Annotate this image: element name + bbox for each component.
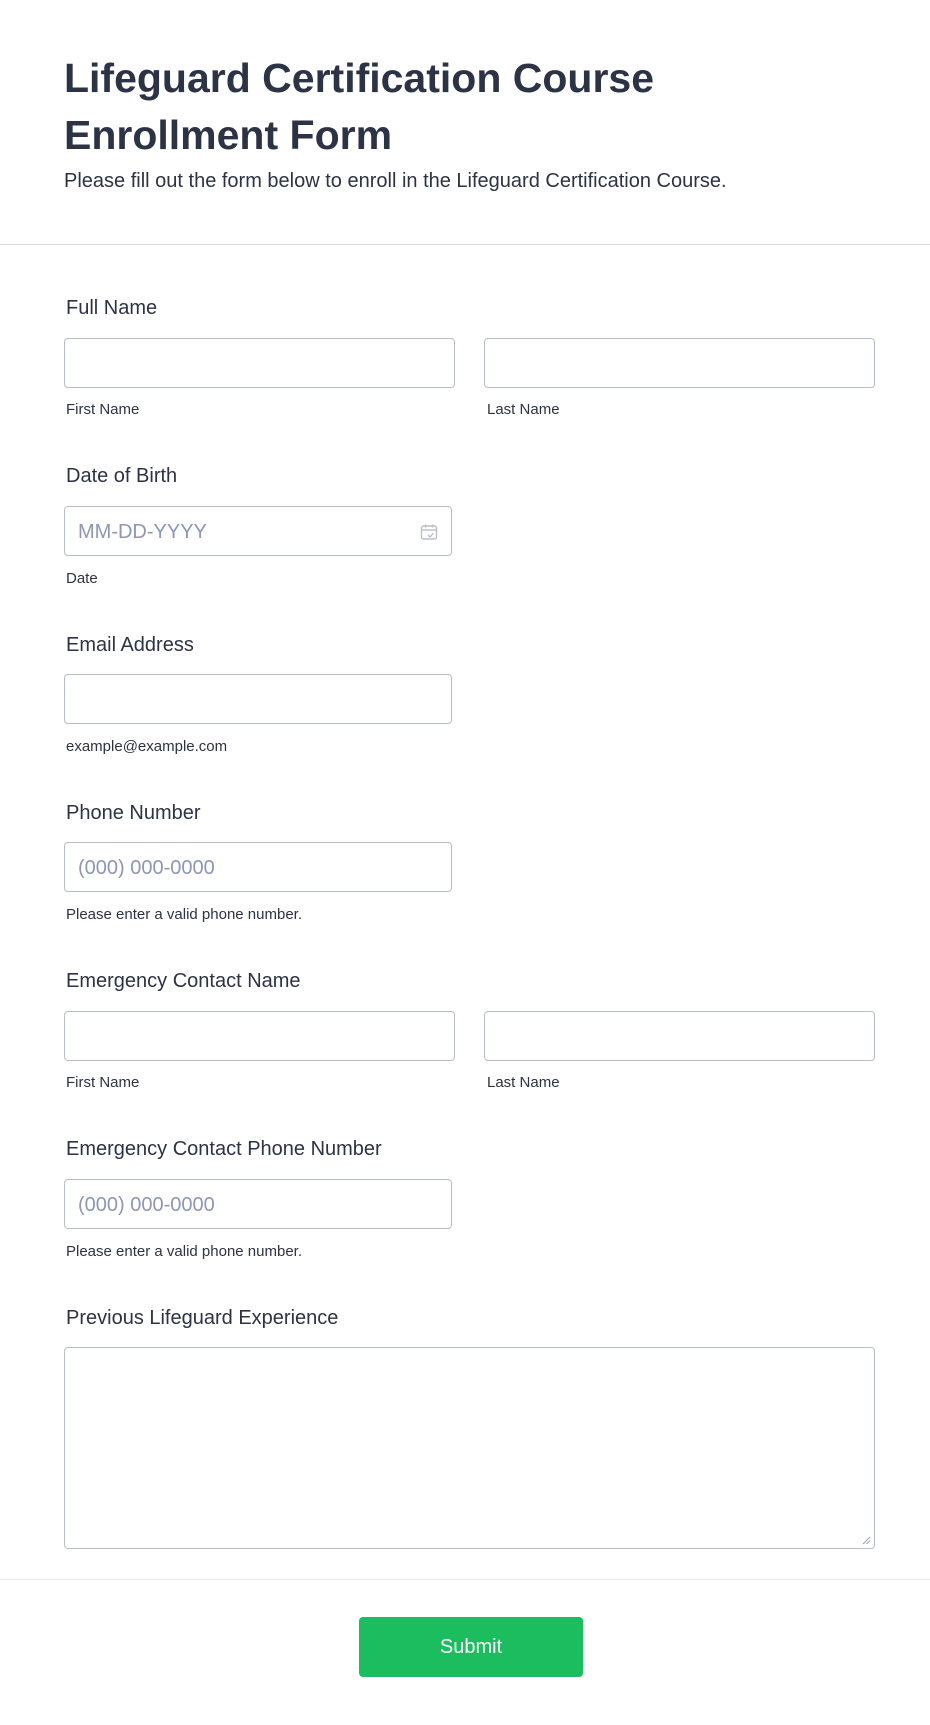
phone-label: Phone Number xyxy=(66,802,201,824)
phone-placeholder: (000) 000-0000 xyxy=(78,857,215,879)
form-subtitle: Please fill out the form below to enroll in the Lifeguard Certification Course. xyxy=(64,170,727,192)
dob-label: Date of Birth xyxy=(66,465,178,487)
resize-handle-icon[interactable] xyxy=(861,1535,871,1545)
submit-button[interactable]: Submit xyxy=(359,1617,583,1677)
form-header xyxy=(0,0,930,194)
experience-textarea[interactable] xyxy=(64,1347,875,1549)
emergency-phone-label: Emergency Contact Phone Number xyxy=(66,1138,382,1160)
form-title: Lifeguard Certification Course Enrollment Form xyxy=(64,55,655,158)
email-label: Email Address xyxy=(66,634,194,656)
header-divider xyxy=(0,244,930,245)
emergency-last-name-sublabel: Last Name xyxy=(487,1074,560,1091)
calendar-icon[interactable] xyxy=(419,522,439,542)
email-input[interactable] xyxy=(64,674,452,724)
last-name-sublabel: Last Name xyxy=(487,401,560,418)
footer-divider xyxy=(0,1579,930,1580)
emergency-first-name-input[interactable] xyxy=(64,1011,455,1061)
dob-placeholder: MM-DD-YYYY xyxy=(78,521,207,543)
first-name-input[interactable] xyxy=(64,338,455,388)
email-sublabel: example@example.com xyxy=(66,738,228,755)
emergency-name-label: Emergency Contact Name xyxy=(66,970,301,992)
emergency-phone-input[interactable] xyxy=(64,1179,452,1229)
last-name-input[interactable] xyxy=(484,338,875,388)
dob-sublabel: Date xyxy=(66,570,98,587)
phone-input[interactable] xyxy=(64,842,452,892)
emergency-phone-sublabel: Please enter a valid phone number. xyxy=(66,1243,302,1260)
emergency-phone-placeholder: (000) 000-0000 xyxy=(78,1194,215,1216)
emergency-last-name-input[interactable] xyxy=(484,1011,875,1061)
experience-label: Previous Lifeguard Experience xyxy=(66,1307,339,1329)
emergency-first-name-sublabel: First Name xyxy=(66,1074,140,1091)
full-name-label: Full Name xyxy=(66,297,158,319)
first-name-sublabel: First Name xyxy=(66,401,140,418)
dob-input[interactable] xyxy=(64,506,452,556)
phone-sublabel: Please enter a valid phone number. xyxy=(66,906,302,923)
